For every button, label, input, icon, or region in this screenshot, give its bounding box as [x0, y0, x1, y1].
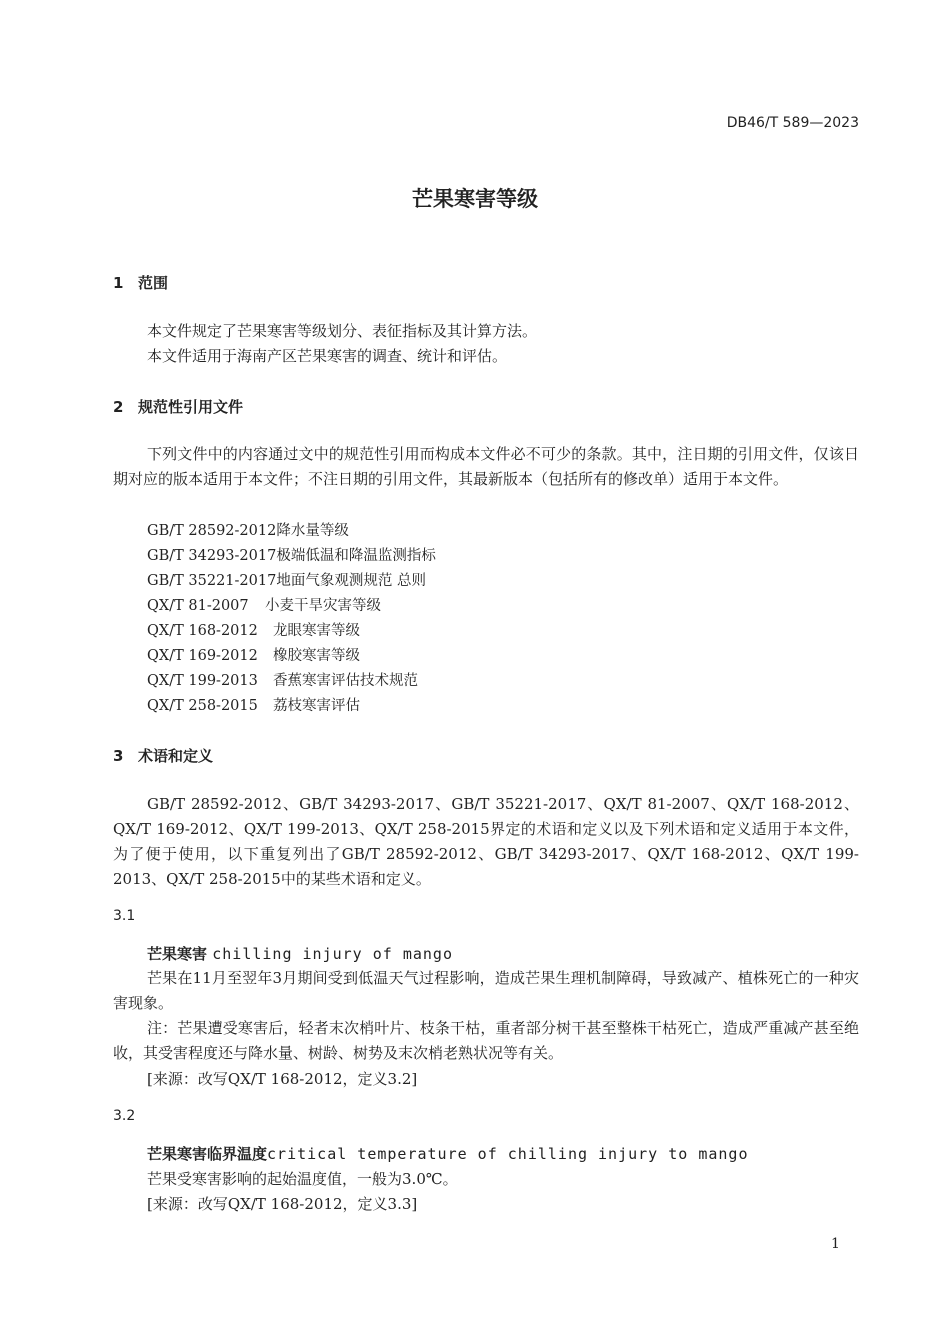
section-title: 范围	[138, 274, 169, 292]
reference-item	[147, 619, 360, 640]
term-english: chilling injury of mango	[212, 945, 453, 963]
section-title: 术语和定义	[138, 747, 214, 765]
section-number: 2	[113, 398, 124, 416]
reference-code: QX/T 168-2012	[147, 623, 258, 639]
reference-name: 小麦干旱灾害等级	[265, 598, 381, 614]
term-chinese: 芒果寒害临界温度	[147, 1145, 268, 1163]
reference-item	[147, 519, 349, 540]
term-number: 3.1	[113, 908, 136, 924]
reference-name: 龙眼寒害等级	[273, 623, 360, 639]
reference-code: GB/T 28592-2012	[147, 523, 277, 539]
term-note: 注：芒果遭受寒害后，轻者末次梢叶片、枝条干枯，重者部分树干甚至整株干枯死亡，造成严重减产甚至绝收，其受害程度还与降水量、树龄、树势及末次梢老熟状况等有关。	[113, 1019, 859, 1062]
term-heading	[147, 1143, 749, 1164]
reference-name: 降水量等级	[276, 523, 349, 539]
section-2-heading	[113, 396, 243, 417]
reference-code: QX/T 81-2007	[147, 598, 249, 614]
reference-item	[147, 669, 418, 690]
reference-code: GB/T 34293-2017	[147, 548, 277, 564]
section-title: 规范性引用文件	[138, 398, 244, 416]
section-number: 1	[113, 274, 124, 292]
scope-paragraph-2: 本文件适用于海南产区芒果寒害的调查、统计和评估。	[147, 347, 508, 365]
section-1-heading	[113, 272, 168, 293]
reference-code: GB/T 35221-2017	[147, 573, 277, 589]
reference-code: QX/T 258-2015	[147, 698, 258, 714]
term-source: [来源：改写QX/T 168-2012，定义3.3]	[147, 1195, 418, 1213]
term-chinese: 芒果寒害	[147, 945, 208, 963]
section-3-heading	[113, 745, 213, 766]
normative-references-intro: 下列文件中的内容通过文中的规范性引用而构成本文件必不可少的条款。其中，注日期的引用文件，仅该日期对应的版本适用于本文件；不注日期的引用文件，其最新版本（包括所有的修改单）适用于本文件。	[113, 445, 859, 488]
reference-name: 极端低温和降温监测指标	[276, 548, 436, 564]
reference-name: 橡胶寒害等级	[273, 648, 360, 664]
scope-paragraph-1: 本文件规定了芒果寒害等级划分、表征指标及其计算方法。	[147, 322, 538, 340]
terms-intro: GB/T 28592-2012、GB/T 34293-2017、GB/T 35221-2017、QX/T 81-2007、QX/T 168-2012、QX/T 169-2012、QX/T 199-2013、QX/T 258-2015界定的术语和定义以及下列术语和定义适用于本文件，为了便于使用，以下重复列出了GB/T 28592-2012、GB/T 34293-2017、QX/T 168-2012、QX/T 199-2013、QX/T 258-2015中的某些术语和定义。	[113, 795, 859, 888]
term-english: critical temperature of chilling injury to mango	[267, 1145, 749, 1163]
term-definition: 芒果在11月至翌年3月期间受到低温天气过程影响，造成芒果生理机制障碍，导致减产、植株死亡的一种灾害现象。	[113, 969, 859, 1012]
reference-code: QX/T 199-2013	[147, 673, 258, 689]
term-source: [来源：改写QX/T 168-2012，定义3.2]	[147, 1070, 418, 1088]
page-number: 1	[831, 1236, 840, 1252]
reference-name: 地面气象观测规范 总则	[276, 573, 426, 589]
section-number: 3	[113, 747, 124, 765]
reference-item	[147, 544, 436, 565]
standard-code: DB46/T 589—2023	[726, 115, 859, 131]
reference-item	[147, 694, 360, 715]
document-title: 芒果寒害等级	[412, 187, 538, 211]
term-number: 3.2	[113, 1108, 136, 1124]
reference-code: QX/T 169-2012	[147, 648, 258, 664]
reference-name: 荔枝寒害评估	[273, 698, 360, 714]
reference-item	[147, 644, 360, 665]
reference-item	[147, 569, 426, 590]
term-heading	[147, 943, 453, 964]
reference-item	[147, 594, 381, 615]
reference-name: 香蕉寒害评估技术规范	[273, 673, 418, 689]
term-definition: 芒果受寒害影响的起始温度值，一般为3.0℃。	[147, 1170, 458, 1188]
